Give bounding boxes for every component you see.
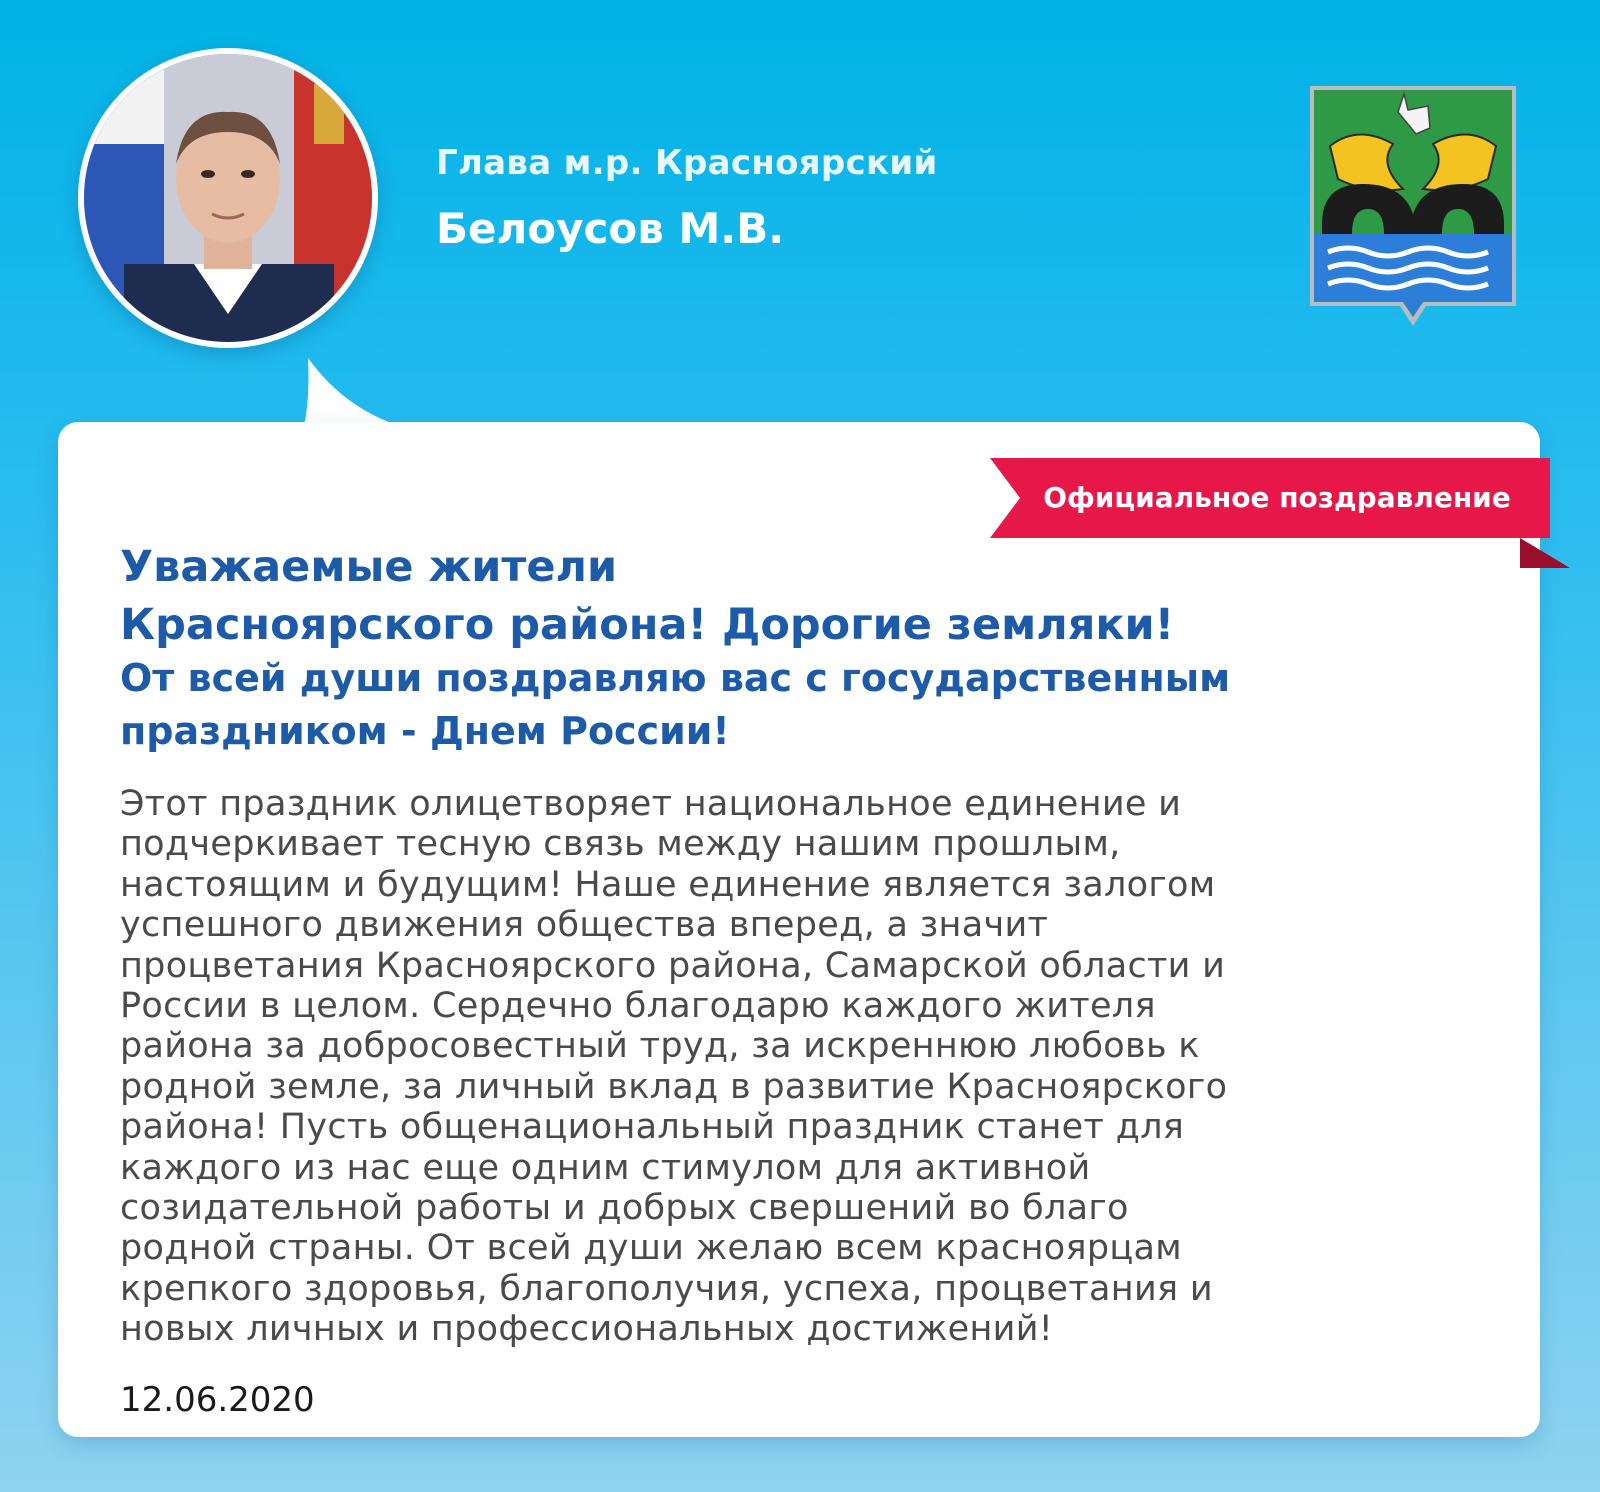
official-portrait <box>78 48 378 348</box>
greeting-heading <box>120 538 1520 654</box>
greeting-subline: праздником - Днем России! <box>120 709 730 753</box>
greeting-subheading <box>120 652 1520 758</box>
official-position: Глава м.р. Красноярский <box>436 143 938 183</box>
greeting-subline: От всей души поздравляю вас с государственным <box>120 656 1231 700</box>
body-line: района за добросовестный труд, за искреннюю любовь к <box>120 1026 1200 1067</box>
body-line: успешного движения общества вперед, а значит <box>120 905 1049 946</box>
body-line: района! Пусть общенациональный праздник станет для <box>120 1107 1185 1148</box>
body-line: процветания Красноярского района, Самарской области и <box>120 945 1226 986</box>
body-line: родной земле, за личный вклад в развитие Красноярского <box>120 1066 1228 1107</box>
greeting-line: Красноярского района! Дорогие земляки! <box>120 600 1175 650</box>
portrait-photo-icon <box>84 54 372 342</box>
body-line: крепкого здоровья, благополучия, успеха, процветания и <box>120 1268 1213 1309</box>
body-line: созидательной работы и добрых свершений во благо <box>120 1188 1129 1229</box>
message-body <box>120 784 1510 1350</box>
body-line: каждого из нас еще одним стимулом для активной <box>120 1147 1091 1188</box>
body-line: Этот праздник олицетворяет национальное единение и <box>120 784 1182 824</box>
body-line: подчеркивает тесную связь между нашим прошлым, <box>120 824 1121 865</box>
body-line: России в целом. Сердечно благодарю каждого жителя <box>120 986 1156 1027</box>
greeting-line: Уважаемые жители <box>120 542 618 592</box>
message-date: 12.06.2020 <box>120 1380 315 1420</box>
speech-bubble-tail <box>304 358 404 426</box>
body-line: новых личных и профессиональных достижений! <box>120 1309 1054 1350</box>
coat-of-arms <box>1308 84 1518 334</box>
body-line: родной страны. От всей души желаю всем красноярцам <box>120 1228 1182 1269</box>
official-name: Белоусов М.В. <box>436 204 785 253</box>
official-greeting-badge: Официальное поздравление <box>1043 481 1511 514</box>
coat-of-arms-icon <box>1308 84 1518 334</box>
body-line: настоящим и будущим! Наше единение является залогом <box>120 864 1216 905</box>
